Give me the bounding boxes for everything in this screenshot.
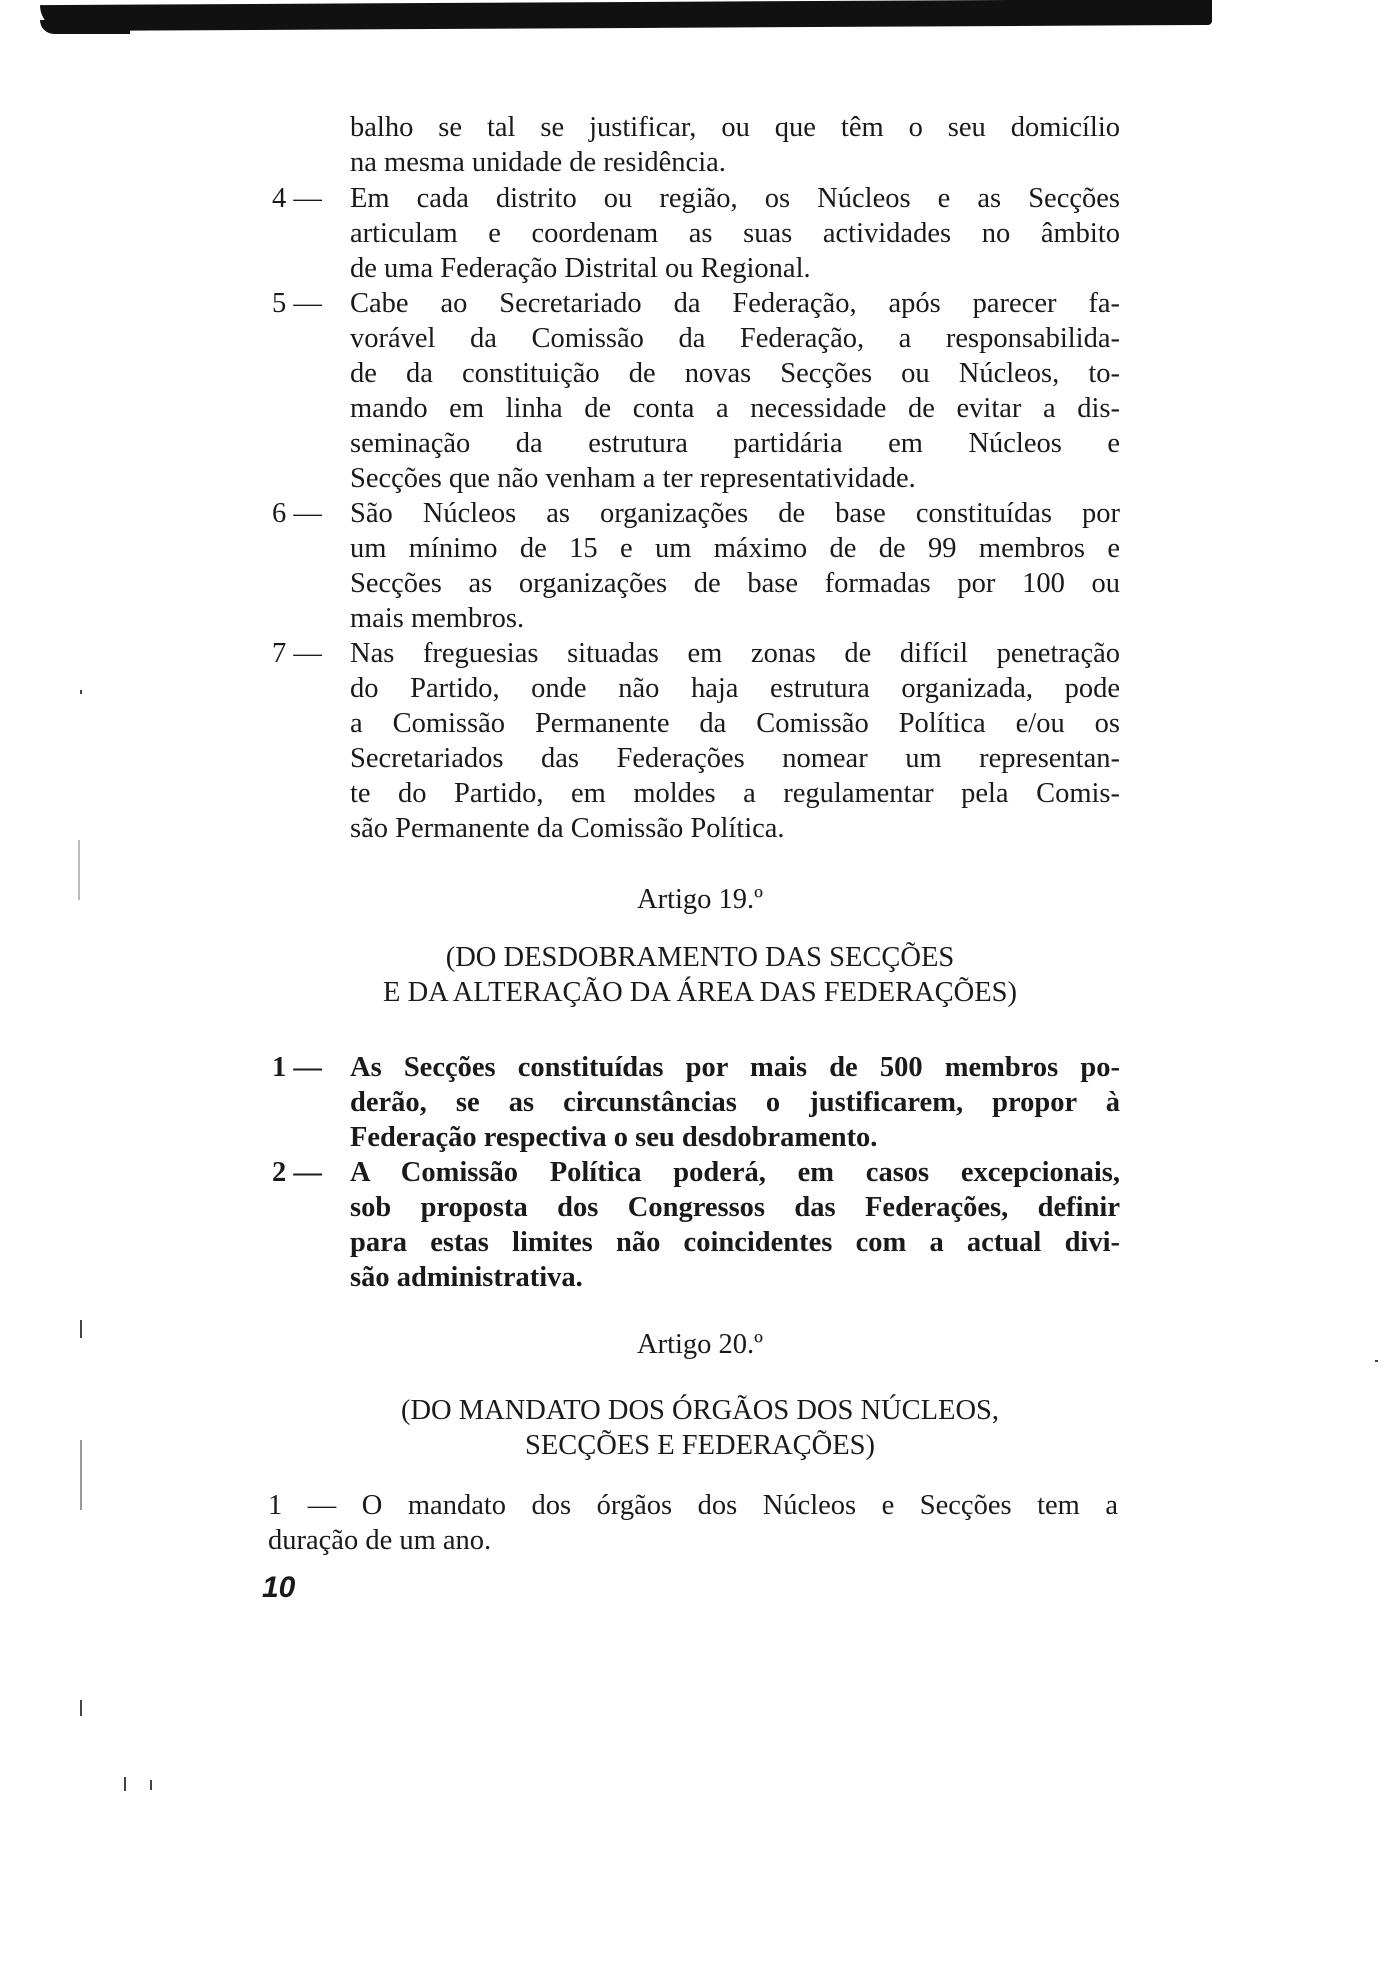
item-line: articulam e coordenam as suas actividades no âmbito [350, 218, 1120, 249]
item-line: Em cada distrito ou região, os Núcleos e as Secções [350, 183, 1120, 214]
item-number: 2 — [272, 1157, 322, 1188]
page-number: 10 [262, 1571, 296, 1604]
paragraph-line: duração de um ano. [268, 1525, 492, 1556]
item-line: Secretariados das Federações nomear um representan- [350, 743, 1120, 774]
item-number: 5 — [272, 288, 322, 319]
item-line: de da constituição de novas Secções ou Núcleos, to- [350, 358, 1120, 389]
scan-speck [78, 840, 80, 900]
list-item [272, 636, 1120, 846]
item-line: Cabe ao Secretariado da Federação, após parecer fa- [350, 288, 1120, 319]
item-line: mais membros. [350, 603, 525, 634]
scan-speck [80, 1440, 82, 1510]
intro-line: na mesma unidade de residência. [350, 147, 726, 178]
item-line: A Comissão Política poderá, em casos excepcionais, [350, 1157, 1120, 1188]
item-number: 1 — [272, 1052, 322, 1083]
numbered-items-a [272, 181, 1120, 846]
scan-speck [80, 690, 82, 694]
subheading-line: SECÇÕES E FEDERAÇÕES) [525, 1430, 875, 1461]
item-line: um mínimo de 15 e um máximo de de 99 membros e [350, 533, 1120, 564]
list-item [272, 1155, 1120, 1295]
scan-speck [80, 1320, 82, 1338]
list-item [272, 1050, 1120, 1155]
article-20-heading: Artigo 20.º [637, 1329, 763, 1360]
item-line: seminação da estrutura partidária em Núcleos e [350, 428, 1120, 459]
scan-speck [150, 1780, 152, 1790]
item-line: derão, se as circunstâncias o justificarem, propor à [350, 1087, 1120, 1118]
article-20-subheading [270, 1393, 1130, 1463]
item-line: Nas freguesias situadas em zonas de difícil penetração [350, 638, 1120, 669]
list-item [272, 496, 1120, 636]
subheading-line: (DO DESDOBRAMENTO DAS SECÇÕES [445, 942, 955, 973]
item-number: 7 — [272, 638, 322, 669]
item-line: de uma Federação Distrital ou Regional. [350, 253, 811, 284]
item-line: Federação respectiva o seu desdobramento. [350, 1122, 878, 1153]
item-number: 6 — [272, 498, 322, 529]
scan-speck [80, 1700, 82, 1716]
intro-line: balho se tal se justificar, ou que têm o seu domicílio [350, 112, 1120, 143]
article-19-heading: Artigo 19.º [637, 884, 763, 915]
item-line: do Partido, onde não haja estrutura organizada, pode [350, 673, 1120, 704]
item-line: Secções que não venham a ter representatividade. [350, 463, 916, 494]
item-number: 4 — [272, 183, 322, 214]
subheading-line: (DO MANDATO DOS ÓRGÃOS DOS NÚCLEOS, [400, 1395, 1000, 1426]
article-19-subheading [270, 940, 1130, 1010]
item-line: São Núcleos as organizações de base constituídas por [350, 498, 1120, 529]
item-line: sob proposta dos Congressos das Federações, definir [350, 1192, 1120, 1223]
item-line: a Comissão Permanente da Comissão Política e/ou os [350, 708, 1120, 739]
scan-edge-bar [40, 0, 1212, 31]
list-item [272, 286, 1120, 496]
scan-speck [1375, 1360, 1378, 1362]
item-line: mando em linha de conta a necessidade de evitar a dis- [350, 393, 1120, 424]
paragraph-line: 1 — O mandato dos órgãos dos Núcleos e Secções tem a [268, 1490, 1118, 1521]
article-19-items [272, 1050, 1120, 1295]
item-line: vorável da Comissão da Federação, a responsabilida- [350, 323, 1120, 354]
scan-edge-tail [40, 20, 130, 34]
intro-paragraph [350, 110, 1120, 180]
subheading-line: E DA ALTERAÇÃO DA ÁREA DAS FEDERAÇÕES) [383, 977, 1017, 1008]
item-line: As Secções constituídas por mais de 500 membros po- [350, 1052, 1120, 1083]
item-line: são Permanente da Comissão Política. [350, 813, 785, 844]
item-line: te do Partido, em moldes a regulamentar pela Comis- [350, 778, 1120, 809]
article-20-paragraph [268, 1488, 1118, 1558]
scan-speck [124, 1777, 126, 1791]
item-line: são administrativa. [350, 1262, 583, 1293]
item-line: Secções as organizações de base formadas por 100 ou [350, 568, 1120, 599]
item-line: para estas limites não coincidentes com a actual divi- [350, 1227, 1120, 1258]
list-item [272, 181, 1120, 286]
